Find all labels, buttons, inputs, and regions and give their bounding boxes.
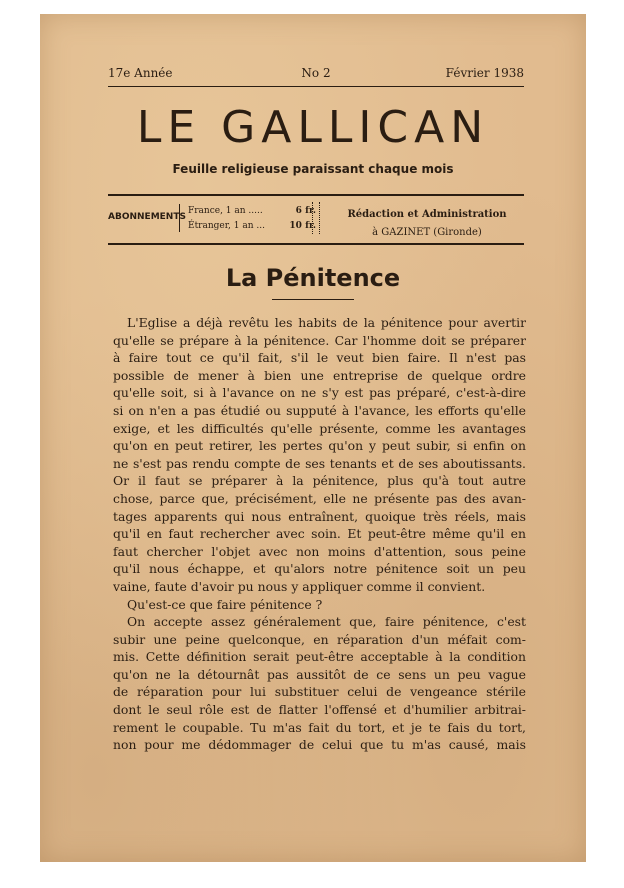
dotted-divider bbox=[312, 202, 320, 234]
article-body bbox=[113, 314, 526, 754]
rate-price: 10 fr. bbox=[289, 221, 316, 231]
article-line: si on n'en a pas étudié ou supputé à l'avance, les efforts qu'elle bbox=[113, 402, 526, 418]
article-line: tages apparents qui nous entraînent, quoique très réels, mais bbox=[113, 508, 526, 524]
masthead-title: LE GALLICAN bbox=[136, 102, 490, 153]
article-line: qu'elle se prépare à la pénitence. Car l'homme doit se préparer bbox=[113, 332, 526, 348]
administration-address: à GAZINET (Gironde) bbox=[372, 227, 482, 238]
article-line: chose, parce que, précisément, elle ne présente pas des avan- bbox=[113, 490, 526, 506]
article-line: vaine, faute d'avoir pu nous y appliquer comme il convient. bbox=[113, 578, 486, 594]
subscription-rule-top bbox=[108, 194, 524, 196]
subscription-rates bbox=[188, 204, 316, 234]
subscription-separator bbox=[179, 204, 180, 232]
rate-zone: France, 1 an ..... bbox=[188, 206, 263, 216]
article-line: faut chercher l'objet avec non moins d'attention, sous peine bbox=[113, 543, 526, 559]
article-line: rement le coupable. Tu m'as fait du tort, et je te fais du tort, bbox=[113, 719, 526, 735]
issue-number: No 2 bbox=[301, 66, 331, 80]
article-line: ne s'est pas rendu compte de ses tenants et de ses aboutissants. bbox=[113, 455, 526, 471]
rate-row-etranger bbox=[188, 219, 316, 234]
article-line: L'Eglise a déjà revêtu les habits de la pénitence pour avertir bbox=[127, 315, 526, 330]
article-line: Qu'est-ce que faire pénitence ? bbox=[127, 596, 323, 612]
article-line: à faire tout ce qu'il fait, s'il le veut bien faire. Il n'est pas bbox=[113, 350, 526, 366]
masthead-subtitle: Feuille religieuse paraissant chaque mois bbox=[172, 162, 454, 176]
administration-title: Rédaction et Administration bbox=[347, 209, 507, 220]
article-line: mis. Cette définition serait peut-être acceptable à la condition bbox=[113, 649, 526, 665]
article-line: qu'on ne la détournât pas aussitôt de ce sens un peu vague bbox=[113, 666, 526, 682]
issue-date: Février 1938 bbox=[445, 66, 524, 80]
subscription-rule-bottom bbox=[108, 243, 524, 245]
article-line: subir une peine quelconque, en réparation d'un méfait com- bbox=[113, 631, 526, 647]
administration-block bbox=[330, 206, 524, 242]
article-line: Or il faut se préparer à la pénitence, plus qu'à tout autre bbox=[113, 473, 526, 489]
article-line: de réparation pour lui substituer celui de vengeance stérile bbox=[113, 684, 526, 700]
article-line: non pour me dédommager de celui que tu m'as causé, mais bbox=[113, 737, 526, 753]
article-line: dont le seul rôle est de flatter l'offensé et d'humilier arbitrai- bbox=[113, 702, 526, 718]
article-title-underline bbox=[272, 299, 354, 300]
newspaper-page bbox=[40, 14, 586, 862]
rate-zone: Étranger, 1 an ... bbox=[188, 221, 265, 231]
article-line: exige, et les difficultés qu'elle présente, comme les avantages bbox=[113, 420, 526, 436]
issue-year: 17e Année bbox=[108, 66, 173, 80]
article-line: On accepte assez généralement que, faire pénitence, c'est bbox=[127, 614, 526, 630]
rate-row-france bbox=[188, 204, 316, 219]
article-line: qu'il en faut rechercher avec soin. Et peut-être même qu'il en bbox=[113, 526, 526, 542]
subscription-label: ABONNEMENTS bbox=[108, 212, 186, 222]
rate-price: 6 fr. bbox=[295, 206, 316, 216]
article-line: qu'elle soit, si à l'avance on ne s'y est pas préparé, c'est-à-dire bbox=[113, 385, 526, 401]
article-line: possible de mener à bien une entreprise de quelque ordre bbox=[113, 367, 526, 383]
header-rule bbox=[108, 86, 524, 87]
article-line: qu'on en peut retirer, les pertes qu'on y peut subir, si enfin on bbox=[113, 438, 526, 454]
issue-info-line bbox=[108, 66, 524, 84]
article-line: qu'il nous échappe, et qu'alors notre pénitence soit un peu bbox=[113, 561, 526, 577]
article-title: La Pénitence bbox=[225, 264, 401, 292]
